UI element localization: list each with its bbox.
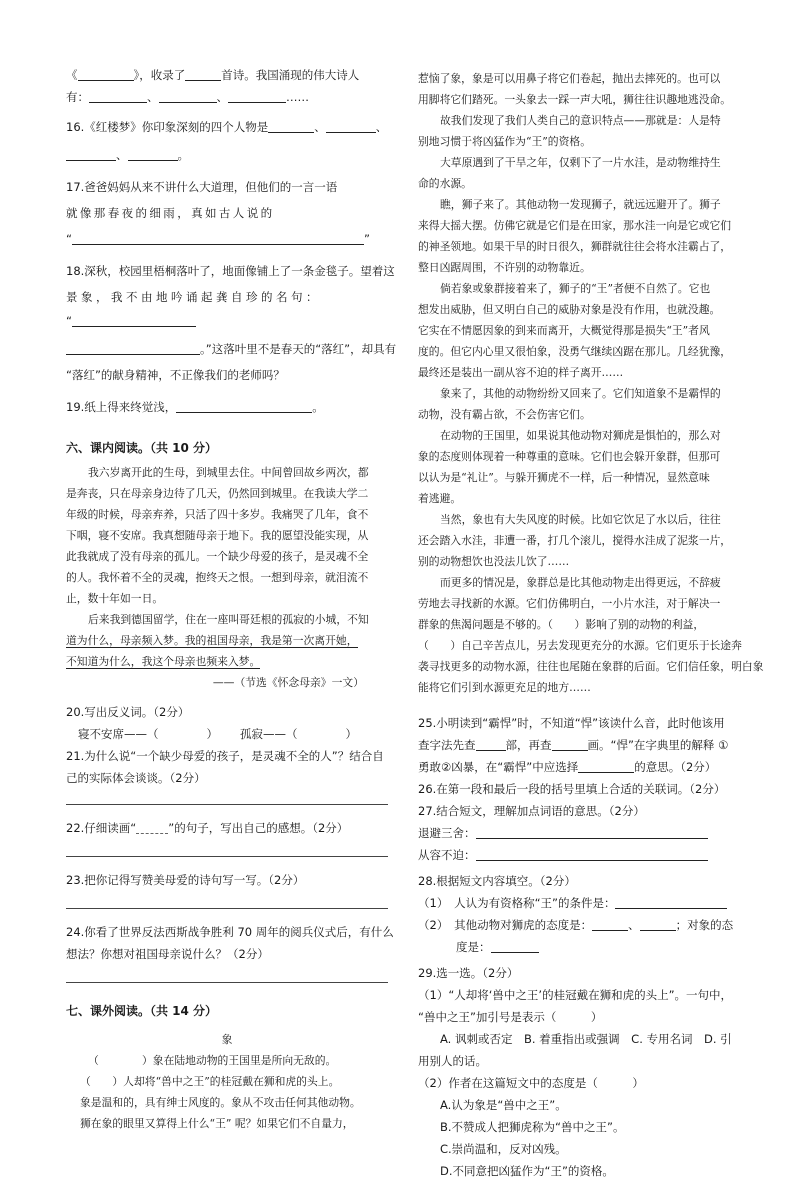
blank[interactable]	[185, 66, 221, 81]
question-16: 16.《红楼梦》你印象深刻的四个人物是 、 、	[66, 120, 388, 134]
question-26: 26.在第一段和最后一段的括号里填上合适的关联词。（2分）	[418, 782, 726, 796]
answer-line[interactable]	[66, 803, 388, 805]
question-17-quote: “ ”	[66, 232, 370, 246]
question-29-1-cont: “兽中之王”加引号是表示（ ）	[418, 1010, 603, 1024]
option-d[interactable]: D.不同意把凶猛作为“王”的资格。	[440, 1164, 614, 1178]
question-29: 29.选一选。（2分）	[418, 966, 519, 980]
blank[interactable]	[476, 736, 506, 751]
question-24: 24.你看了世界反法西斯战争胜利 70 周年的阅兵仪式后，有什么	[66, 925, 394, 939]
option-a[interactable]: A.认为象是“兽中之王”。	[440, 1098, 567, 1112]
blank[interactable]	[66, 146, 116, 161]
blank[interactable]	[128, 146, 178, 161]
blank[interactable]	[78, 66, 134, 81]
question-27: 27.结合短文，理解加点词语的意思。（2分）	[418, 804, 645, 818]
section-6-heading: 六、课内阅读。（共 10 分）	[66, 441, 218, 455]
question-18-cont: 景象，我不由地吟诵起龚自珍的名句：	[66, 290, 321, 304]
continued-line-2: 有： 、 、 ……	[66, 90, 309, 104]
question-27a: 退避三舍：	[418, 822, 742, 844]
blank[interactable]	[268, 118, 314, 133]
question-28: 28.根据短文内容填空。（2分）	[418, 874, 576, 888]
question-21-cont: 己的实际体会谈谈。（2分）	[66, 771, 206, 785]
answer-line[interactable]	[66, 907, 388, 909]
question-18-quote-end: 。”这落叶里不是春天的“落红”，却具有	[66, 338, 388, 360]
blank[interactable]	[578, 758, 634, 773]
question-16-cont: 、 。	[66, 144, 388, 166]
question-29-1: （1）“人却将‘兽中之王’的桂冠戴在狮和虎的头上”。一句中，	[418, 988, 733, 1002]
article-title: 象	[221, 1033, 233, 1046]
blank[interactable]	[228, 88, 286, 103]
question-19: 19.纸上得来终觉浅， 。	[66, 400, 324, 414]
question-25-end: 勇敢②凶暴，在“霸悍”中应选择 的意思。（2分）	[418, 760, 717, 774]
answer-line[interactable]	[66, 981, 388, 983]
continued-line-1: 《 》，收录了 首诗。我国涌现的伟大诗人	[66, 68, 360, 82]
question-23: 23.把你记得写赞美母爱的诗句写一写。（2分）	[66, 873, 305, 887]
blank[interactable]	[159, 88, 217, 103]
blank[interactable]	[592, 916, 628, 931]
right-column	[418, 68, 764, 1182]
answer-line[interactable]	[66, 855, 388, 857]
question-18-end: “落红”的献身精神，不正像我们的老师吗？	[66, 368, 285, 382]
question-25-cont: 查字法先查 部，再查 画。“悍”在字典里的解释 ①	[418, 738, 729, 752]
question-18-quote: “	[66, 310, 388, 332]
blank[interactable]	[72, 230, 364, 245]
question-25: 25.小明读到“霸悍”时，不知道“悍”该读什么音，此时他该用	[418, 716, 725, 730]
question-20-blanks: 寝不安席——（ ） 孤寂——（ ）	[78, 727, 357, 741]
blank	[136, 819, 168, 834]
blank[interactable]	[640, 916, 676, 931]
question-27b: 从容不迫：	[418, 844, 742, 866]
question-20: 20.写出反义词。（2分）	[66, 705, 190, 719]
blank[interactable]	[176, 398, 312, 413]
article-start: （ ）象在陆地动物的王国里是所向无敌的。 （ ）人却将“兽中之王”的桂冠戴在狮和虎的头上。 象是温和的，具有绅士风度的。象从不攻击任何其他动物。 狮在象的眼里又算得上什么“王” 呢？如果它们不自量力，	[80, 1054, 361, 1130]
question-28a: （1） 人认为有资格称“王”的条件是：	[418, 892, 742, 914]
blank[interactable]	[491, 938, 539, 953]
question-29-1-options-cont: 用别人的话。	[418, 1054, 487, 1068]
option-b[interactable]: B.不赞成人把狮虎称为“兽中之王”。	[440, 1120, 625, 1134]
question-17: 17.爸爸妈妈从来不讲什么大道理，但他们的一言一语	[66, 180, 338, 194]
blank[interactable]	[326, 118, 376, 133]
question-22: 22.仔细读画“ ”的句子，写出自己的感想。（2分）	[66, 821, 349, 835]
question-21: 21.为什么说“一个缺少母爱的孩子，是灵魂不全的人”？结合自	[66, 749, 384, 763]
blank[interactable]	[552, 736, 588, 751]
passage-1: 我六岁离开此的生母，到城里去住。中间曾回故乡两次，都 是奔丧，只在母亲身边待了几天，仍然回到城里。在我读大学二 年级的时候，母亲弃养，只活了四十多岁。我痛哭了几年，食不 下咽，寝不安席。我真想随母亲于地下。我的愿望没能实现，从 此我就成了没有母亲的孤儿。一个缺少母爱的孩子，是灵魂不全 的人。我怀着不全的灵魂，抱终天之恨。一想到母亲，就泪流不 止，数十年如一日。 后来我到德国留学，住在一座叫哥廷根的孤寂的小城，不知 道为什么，母亲频入梦。我的祖国母亲，我是第一次离开她， 不知道为什么，我这个母亲也频来入梦。	[66, 466, 369, 668]
question-29-1-options: A. 讽刺或否定 B. 着重指出或强调 C. 专用名词 D. 引	[440, 1032, 732, 1046]
blank[interactable]	[615, 894, 727, 909]
question-29-2: （2）作者在这篇短文中的态度是（ ）	[418, 1076, 644, 1090]
question-28b-cont: 度是：	[418, 936, 742, 958]
left-column	[66, 64, 397, 1134]
passage-source: ——（节选《怀念母亲》一文）	[212, 676, 364, 689]
question-17-cont: 就像那春夜的细雨，真如古人说的	[66, 206, 275, 220]
question-28b: （2） 其他动物对狮虎的态度是： 、 ；对象的态	[418, 918, 734, 932]
blank[interactable]	[72, 312, 196, 327]
question-24-cont: 想法？你想对祖国母亲说什么？（2分）	[66, 947, 269, 961]
option-c[interactable]: C.崇尚温和，反对凶残。	[440, 1142, 567, 1156]
blank[interactable]	[66, 340, 200, 355]
section-7-heading: 七、课外阅读。（共 14 分）	[66, 1004, 218, 1018]
article-continued: 惹恼了象，象是可以用鼻子将它们卷起，抛出去摔死的。也可以 用脚将它们踏死。一头象去一踩一声大吼，狮往往识趣地逃没命。 故我们发现了我们人类自己的意识特点——那就是：人是特 别地习惯于将凶猛作为“王”的资格。 大草原遇到了干旱之年，仅剩下了一片水洼，是动物维持生 命的水源。 瞧，狮子来了。其他动物一发现狮子，就远远避开了。狮子 来得大摇大摆。仿佛它就是它们是在田家，那水洼一向是它或它们 的神圣领地。如果干旱的时日很久，狮群就往往会将水洼霸占了， 整日凶踞周围，不许别的动物靠近。 倘若象或象群接着来了，狮子的“王”者便不自然了。它也 想发出威胁，但又明白自己的威胁对象是没有作用，也就没趣。 它实在不情愿因象的到来而离开，大概觉得那是损失“王”者风 度的。但它内心里又很怕象，没勇气继续凶踞在那儿。几经犹豫， 最终还是装出一副从容不迫的样子离开…… 象来了，其他的动物纷纷又回来了。它们知道象不是霸悍的 动物，没有霸占欲，不会伤害它们。 在动物的王国里，如果说其他动物对狮虎是惧怕的，那么对 象的态度则体现着一种尊重的意味。它们也会躲开象群，但那可 以认为是“礼让”。与躲开狮虎不一样，后一种情况，显然意味 着逃避。 当然，象也有大失风度的时候。比如它饮足了水以后，往往 还会踏入水洼，非遭一番，打几个滚儿，搅得水洼成了泥浆一片， 别的动物想饮也没法儿饮了…… 而更多的情况是，象群总是比其他动物走出得更远，不辞疲 劳地去寻找新的水源。它们仿佛明白，一小片水洼，对于解决一 群象的焦渴问题是不够的。（ ）影响了别的动物的利益， （ ）自己辛苦点儿，另去发现更充分的水源。它们更乐于长途奔 袭寻找更多的动物水源，往往也尾随在象群的后面。它们信任象，明白象 能将它们引到水源更充足的地方……	[418, 72, 764, 694]
blank[interactable]	[89, 88, 147, 103]
blank[interactable]	[476, 846, 708, 861]
blank[interactable]	[476, 824, 708, 839]
question-18: 18.深秋，校园里梧桐落叶了，地面像铺上了一条金毯子。望着这	[66, 264, 395, 278]
